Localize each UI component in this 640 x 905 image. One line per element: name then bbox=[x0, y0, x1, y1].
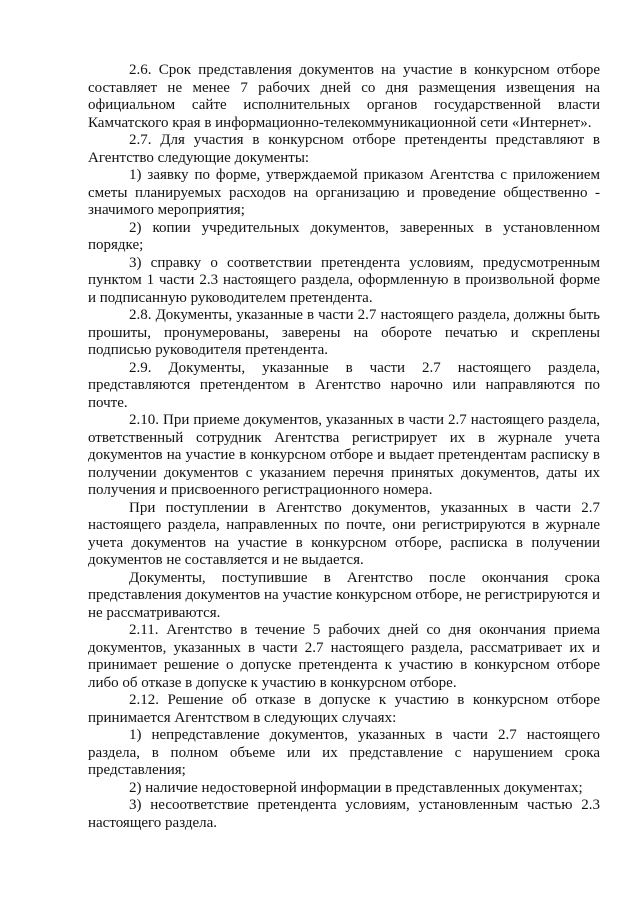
paragraph-late-documents: Документы, поступившие в Агентство после окончания срока представления документов на участие конкурсном отборе, не регистрируются и не рассматриваются. bbox=[88, 569, 600, 621]
list-item-2-7-2: 2) копии учредительных документов, заверенных в установленном порядке; bbox=[88, 219, 600, 253]
paragraph-2-12: 2.12. Решение об отказе в допуске к участию в конкурсном отборе принимается Агентством в следующих случаях: bbox=[88, 692, 600, 726]
list-item-2-12-2: 2) наличие недостоверной информации в представленных документах; bbox=[129, 779, 583, 796]
paragraph-2-11: 2.11. Агентство в течение 5 рабочих дней со дня окончания приема документов, указанных в части 2.7 настоящего раздела, рассматривает их и принимает решение о допуске претендента к участию в конкурсном отборе либо об отказе в допуске к участию в конкурсном отборе. bbox=[88, 622, 600, 691]
list-item-2-7-3: 3) справку о соответствии претендента условиям, предусмотренным пунктом 1 части 2.3 настоящего раздела, оформленную в произвольной форме и подписанную руководителем претендента. bbox=[88, 254, 600, 306]
list-item-2-12-1: 1) непредставление документов, указанных в части 2.7 настоящего раздела, в полном объеме или их представление с нарушением срока представления; bbox=[88, 727, 600, 778]
list-item-2-7-1: 1) заявку по форме, утверждаемой приказом Агентства с приложением сметы планируемых расходов на организацию и проведение общественно - значимого мероприятия; bbox=[88, 167, 600, 218]
paragraph-2-8: 2.8. Документы, указанные в части 2.7 настоящего раздела, должны быть прошиты, пронумерованы, заверены на обороте печатью и скреплены подписью руководителя претендента. bbox=[88, 307, 600, 358]
paragraph-2-7: 2.7. Для участия в конкурсном отборе претенденты представляют в Агентство следующие документы: bbox=[88, 132, 600, 166]
paragraph-2-6: 2.6. Срок представления документов на участие в конкурсном отборе составляет не менее 7 рабочих дней со дня размещения извещения на официальном сайте исполнительных органов государственной власти Камчатского края в информационно-телекоммуникационной сети «Интернет». bbox=[88, 62, 600, 131]
list-item-2-12-3: 3) несоответствие претендента условиям, установленным частью 2.3 настоящего раздела. bbox=[88, 797, 600, 831]
paragraph-2-9: 2.9. Документы, указанные в части 2.7 настоящего раздела, представляются претендентом в Агентство нарочно или направляются по почте. bbox=[88, 359, 600, 411]
paragraph-2-10: 2.10. При приеме документов, указанных в части 2.7 настоящего раздела, ответственный сотрудник Агентства регистрирует их в журнале учета документов на участие в конкурсном отборе и выдает претендентам расписку в получении документов с указанием перечня принятых документов, даты их получения и присвоенного регистрационного номера. bbox=[88, 412, 600, 498]
paragraph-postal-receipt: При поступлении в Агентство документов, указанных в части 2.7 настоящего раздела, направленных по почте, они регистрируются в журнале учета документов на участие в конкурсном отборе, расписка в получении документов не составляется и не выдается. bbox=[88, 499, 600, 568]
